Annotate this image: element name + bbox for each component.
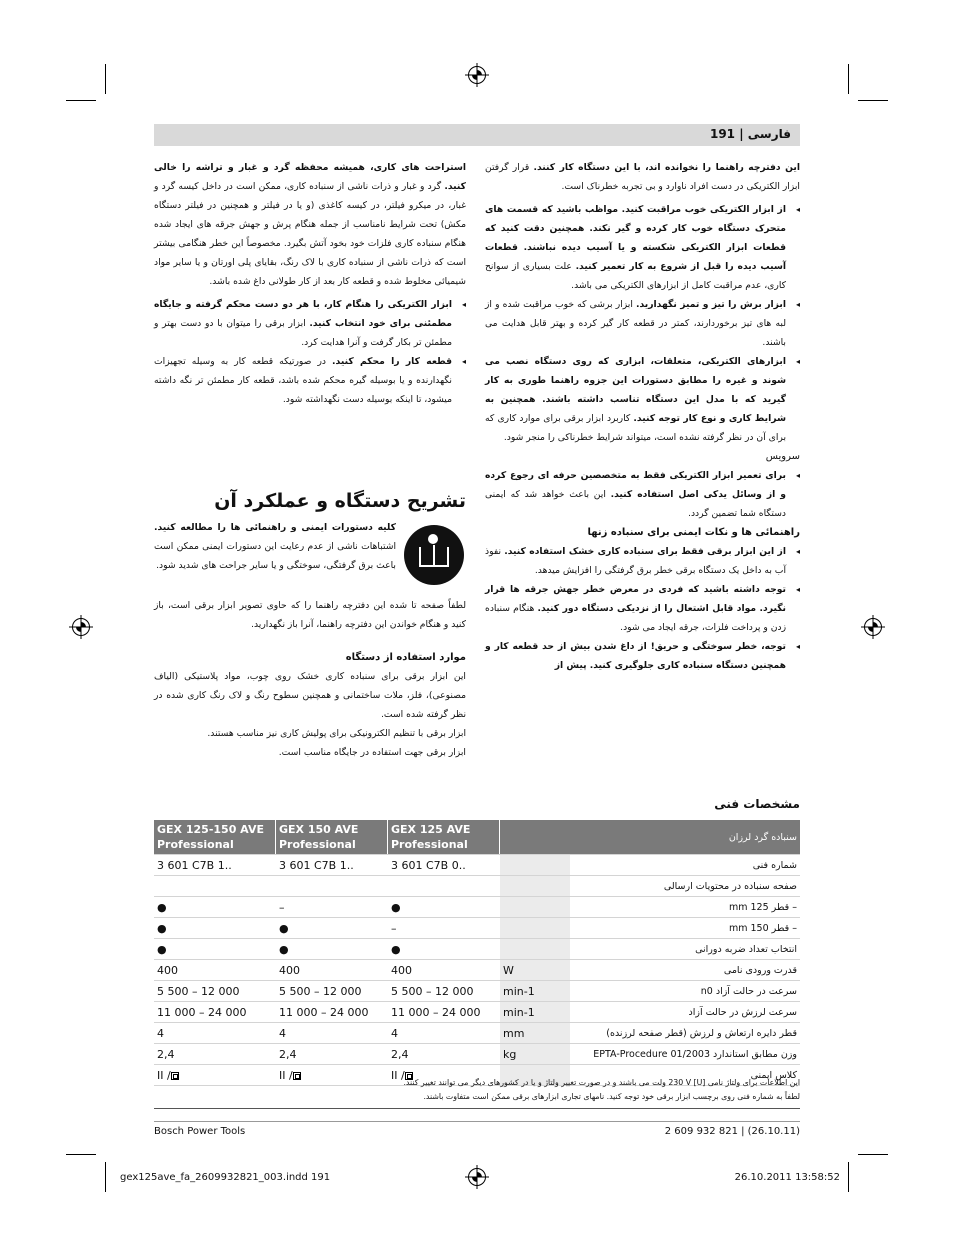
- intro-paragraph: این دفترچه راهنما را نخوانده اند، با این دستگاه کار کنند. قرار گرفتن ابزار الکتریکی در دست افراد ناوارد و بی تجربه خطرناک است.: [485, 162, 800, 192]
- table-row: 400 400 400 W قدرت ورودی نامی: [154, 960, 800, 981]
- specs-heading: مشخصات فنی: [714, 797, 800, 811]
- table-row: 4 4 4 mm قطر دایره ارتعاش و لرزش (قطر صفحه لرزنده): [154, 1023, 800, 1044]
- unit-header: [500, 820, 571, 855]
- table-row: 3 601 C7B 1.. 3 601 C7B 1.. 3 601 C7B 0.. شماره فنی: [154, 855, 800, 876]
- slug-file: gex125ave_fa_2609932821_003.indd 191: [120, 1172, 331, 1183]
- bullet-item: ◂ از ابزار الکتریکی خوب مراقبت کنید. مواظب باشید که قسمت های متحرک دستگاه خوب کار کرده و گیر نکند. همچنین دقت کنید که قطعات ابزار الکتریکی شکسته و یا آسیب دیده نباشند. قطعات آسیب دیده را قبل از شروع به کار تعمیر کنید. علت بسیاری از سوانح کاری، عدم مراقبت کامل از ابزارهای الکتریکی می باشد.: [485, 200, 800, 295]
- crop-mark: [66, 1154, 96, 1155]
- bullet-item: ◂ ابزار برش را تیز و تمیز نگهدارید. ابزار برشی که خوب مراقبت شده و از لبه های تیز برخوردارند، کمتر در قطعه کار گیر کرده و بهتر قابل هدایت می باشند.: [485, 295, 800, 352]
- protection-class: II /: [388, 1065, 500, 1086]
- bullet-item: ◂ توجه، خطر سوختگی و حریق! از داغ شدن بیش از حد قطعه کار و همچنین دستگاه سنباده کاری جلوگیری کنید. پیش از: [485, 637, 800, 675]
- table-row: II / II / II / کلاس ایمنی: [154, 1065, 800, 1086]
- protection-class: II /: [276, 1065, 388, 1086]
- column-title: سنباده گرد لرزان: [570, 820, 800, 855]
- continued-paragraph: استراحت های کاری، همیشه محفظه گرد و غبار و تراشه را خالی کنید. گرد و غبار و ذرات ناشی از سنباده کاری، ممکن است در داخل کیسه گرد و غبار، در میکرو فیلتر، در کیسه کاغذی (و یا در فیلتر و همچنین در فیلتر دستگاه مکش) تحت شرایط نامناسب از جمله هنگام پرش و جهش جرقه های ایجاد شده هنگام سنباده کاری فلزات خود بخود آتش بگیرد. مخصوصاً این خطر هنگامی بیشتر است که ذرات ناشی از سنباده کاری با لاک رنگ، بقایای پلی اورتان و یا سایر مواد شیمیائی مخلوط شده و قطعه کار بعد از کار طولانی داغ شده باشد.: [154, 162, 466, 287]
- usage-paragraph: این ابزار برقی برای سنباده کاری خشک روی چوب، مواد پلاستیکی (الیاف مصنوعی)، فلز، ملات ساختمانی و همچنین سطوح رنگ و لاک رنگ کاری شده در نظر گرفته شده است.: [154, 671, 466, 720]
- footer-divider: [154, 1121, 800, 1122]
- usage-heading: موارد استفاده از دستگاه: [345, 652, 466, 663]
- table-row: صفحه سنباده در محتویات ارسالی: [154, 876, 800, 897]
- table-row: 2,4 2,4 2,4 kg وزن مطابق استاندارد EPTA-Procedure 01/2003: [154, 1044, 800, 1065]
- table-row: 5 500 – 12 000 5 500 – 12 000 5 500 – 12 000 min-1 سرعت در حالت آزاد n0: [154, 981, 800, 1002]
- crop-mark: [66, 100, 96, 101]
- crop-mark: [858, 1154, 888, 1155]
- service-heading: سرویس: [765, 451, 800, 462]
- bullet-item: ◂ توجه داشته باشید که فردی در معرض خطر جهش جرقه ها قرار نگیرد. مواد قابل اشتعال را از نزدیکی دستگاه دور کنید. هنگام سنباده زدن و پرداخت فلزات، جرقه ایجاد می شود.: [485, 580, 800, 637]
- table-row: ● ● ● انتخاب تعداد ضربه دورانی: [154, 939, 800, 960]
- table-header-row: [154, 820, 800, 855]
- left-column-lower: [154, 596, 466, 762]
- safety-heading: راهنمائی ها و نکات ایمنی برای سنباده زنها: [587, 527, 800, 538]
- slug-date: 26.10.2011 13:58:52: [734, 1172, 840, 1183]
- warning-text: کلیه دستورات ایمنی و راهنمائی ها را مطالعه کنید. اشتباهات ناشی از عدم رعایت این دستورات ایمنی ممکن است باعث برق گرفتگی، سوختگی و یا سایر جراحت های شدید شود.: [154, 522, 396, 571]
- table-row: ● ● – – قطر 150 mm: [154, 918, 800, 939]
- crop-mark: [848, 64, 849, 94]
- spec-notes: [154, 1076, 800, 1104]
- model-header: GEX 125-150 AVE Professional: [154, 820, 276, 855]
- usage-paragraph: ابزار برقی جهت استفاده در جایگاه مناسب است.: [278, 747, 466, 758]
- crop-mark: [858, 100, 888, 101]
- note-article-number: لطفاً به شماره فنی روی برچسب ابزار برقی خود توجه کنید. نامهای تجاری ابزارهای برقی ممکن است متفاوت باشند.: [423, 1092, 800, 1101]
- bullet-item: ◂ قطعه کار را محکم کنید. در صورتیکه قطعه کار به وسیله تجهیزات نگهدارنده و یا بوسیله گیره محکم شده باشد، قطعه کار مطمئن تر نگه داشته میشود، تا اینکه بوسیله دست نگهداشته شود.: [154, 352, 466, 409]
- fold-note: لطفاً صفحه تا شده این دفترچه راهنما را که حاوی تصویر ابزار برقی است، باز کنید و هنگام خواندن این دفترچه راهنما، آنرا باز نگهدارید.: [154, 600, 466, 630]
- usage-paragraph: ابزار برقی با تنظیم الکترونیکی برای پولیش کاری نیز مناسب هستند.: [207, 728, 466, 739]
- registration-mark-left: [72, 618, 90, 636]
- specs-table: [154, 820, 800, 1086]
- divider: [154, 1108, 800, 1109]
- note-voltage: این اطلاعات برای ولتاژ نامی [U] 230 V ولت می باشند و در صورت تغییر ولتاژ و یا در کشورهای دیگر می توانند تغییر کنند.: [403, 1078, 800, 1087]
- bullet-item: ◂ ابزارهای الکتریکی، متعلقات، ابزاری که روی دستگاه نصب می شوند و غیره را مطابق دستورات این جزوه راهنما طوری به کار گیرید که با مدل این دستگاه تناسب داشته باشند. همچنین به شرایط کاری و نوع کار توجه کنید. کاربرد ابزار برقی برای موارد کاری که برای آن در نظر گرفته نشده است، میتواند شرایط خطرناکی را منجر شود.: [485, 352, 800, 447]
- left-column: [154, 158, 466, 409]
- model-header: GEX 125 AVE Professional: [388, 820, 500, 855]
- footer-doc-number: 2 609 932 821 | (26.10.11): [664, 1126, 800, 1137]
- registration-mark-top: [468, 66, 486, 84]
- read-manual-icon: [404, 525, 464, 585]
- right-column: [485, 158, 800, 675]
- table-row: 11 000 – 24 000 11 000 – 24 000 11 000 – 24 000 min-1 سرعت لرزش در حالت آزاد: [154, 1002, 800, 1023]
- bullet-item: ◂ برای تعمیر ابزار الکتریکی فقط به متخصصین حرفه ای رجوع کرده و از وسائل یدکی اصل استفاده کنید. این باعث خواهد شد که ایمنی دستگاه شما تضمین گردد.: [485, 466, 800, 523]
- bullet-item: ◂ از این ابزار برقی فقط برای سنباده کاری خشک استفاده کنید. نفوذ آب به داخل یک دستگاه برقی خطر برق گرفتگی را افزایش میدهد.: [485, 542, 800, 580]
- registration-mark-bottom: [468, 1168, 486, 1186]
- crop-mark: [848, 1162, 849, 1192]
- protection-class: II /: [154, 1065, 276, 1086]
- page-header: فارسی | 191: [709, 127, 791, 141]
- header-bar: [154, 124, 800, 146]
- bullet-item: ◂ ابزار الکتریکی را هنگام کار، با هر دو دست محکم گرفته و جایگاه مطمئنی برای خود انتخاب کنید. ابزار برقی را میتوان با دو دست بهتر و مطمئن تر بکار گرفت و آنرا هدایت کرد.: [154, 295, 466, 352]
- section-heading: تشریح دستگاه و عملکرد آن: [214, 490, 466, 512]
- model-header: GEX 150 AVE Professional: [276, 820, 388, 855]
- page-number: 191: [709, 127, 736, 141]
- crop-mark: [105, 1162, 106, 1192]
- registration-mark-right: [864, 618, 882, 636]
- language-label: فارسی: [747, 127, 791, 141]
- table-row: ● – ● – قطر 125 mm: [154, 897, 800, 918]
- footer-brand: Bosch Power Tools: [154, 1126, 246, 1137]
- crop-mark: [105, 64, 106, 94]
